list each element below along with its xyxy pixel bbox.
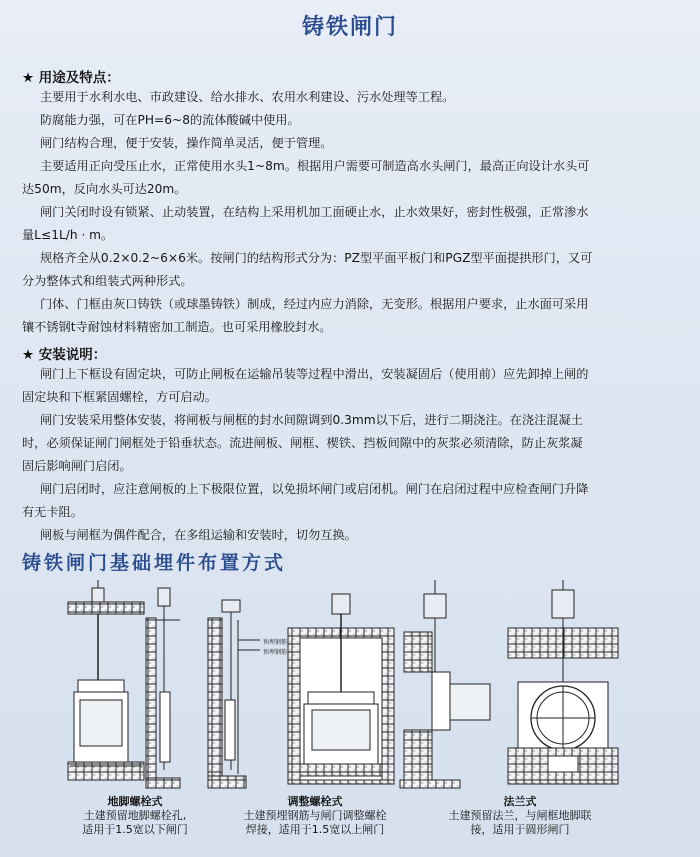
- caption-line: 适用于1.5宽以下闸门: [82, 823, 188, 836]
- caption-flange: [430, 795, 610, 837]
- caption-line: 接，适用于圆形闸门: [470, 823, 570, 836]
- section-heading-features: ★ 用途及特点：: [22, 70, 120, 86]
- caption-anchor-bolt: [60, 795, 210, 837]
- text-line: 时，必须保证闸门闸框处于铅垂状态。流进闸板、闸框、楔铁、挡板间隙中的灰浆必须清除，防止灰浆凝: [22, 436, 583, 450]
- text-line: 主要适用正向受压止水，正常使用水头1~8m。根据用户需要可制造高水头闸门，最高正向设计水头可: [40, 159, 590, 173]
- caption-line: 焊接，适用于1.5宽以上闸门: [245, 823, 385, 836]
- text-line: 防腐能力强，可在PH=6~8的流体酸碱中使用。: [40, 113, 300, 127]
- text-line: 量L≤1L/h · m。: [22, 228, 114, 242]
- rebar-label: 预埋钢筋: [263, 639, 288, 646]
- adjust-bolt-side-view: [208, 600, 287, 788]
- caption-line: 土建预埋钢筋与闸门调整螺栓: [243, 809, 387, 822]
- text-line: 闸门上下框设有固定块，可防止闸板在运输吊装等过程中滑出，安装凝固后（使用前）应先卸掉上闸的: [40, 367, 589, 381]
- text-line: 固后影响闸门启闭。: [22, 459, 132, 473]
- text-line: 闸门启闭时，应注意闸板的上下极限位置，以免损坏闸门或启闭机。闸门在启闭过程中应检查闸门升降: [40, 482, 589, 496]
- text-line: 镶不锈钢t寺耐蚀材料精密加工制造。也可采用橡胶封水。: [22, 320, 332, 334]
- text-line: 闸门安装采用整体安装，将闸板与闸框的封水间隙调到0.3mm以下后，进行二期浇注。在浇注混凝土: [40, 413, 583, 427]
- section-heading-installation: ★ 安装说明：: [22, 347, 107, 363]
- text-line: 闸门结构合理，便于安装，操作简单灵活，便于管理。: [40, 136, 333, 150]
- text-line: 有无卡阻。: [22, 505, 83, 519]
- text-line: 主要用于水利水电、市政建设、给水排水、农用水利建设、污水处理等工程。: [40, 90, 455, 104]
- anchor-bolt-side-view: [146, 588, 180, 788]
- rebar-label: 预埋钢筋: [263, 649, 288, 656]
- text-line: 规格齐全从0.2×0.2~6×6米。按闸门的结构形式分为：PZ型平面平板门和PGZ型平面提拱形门，又可: [40, 251, 593, 265]
- caption-line: 土建预留法兰，与闸框地脚联: [448, 809, 592, 822]
- caption-adjust-bolt: [225, 795, 405, 837]
- caption-title: 地脚螺栓式: [107, 795, 163, 808]
- anchor-bolt-front-view: [68, 580, 144, 780]
- adjust-bolt-front-view: [288, 594, 394, 784]
- page-title: 铸铁闸门: [301, 14, 398, 40]
- text-line: 分为整体式和组装式两种形式。: [22, 274, 193, 288]
- flange-front-view: [508, 580, 618, 784]
- text-line: 闸板与闸框为偶件配合，在多组运输和安装时，切勿互换。: [40, 528, 357, 542]
- flange-side-view: [400, 580, 490, 788]
- text-line: 达50m，反向水头可达20m。: [22, 182, 187, 196]
- gate-installation-drawings: [60, 580, 640, 792]
- caption-line: 土建预留地脚螺栓孔,: [83, 809, 187, 822]
- text-line: 固定块和下框紧固螺栓，方可启动。: [22, 390, 217, 404]
- text-line: 闸门关闭时设有锁紧、止动装置，在结构上采用机加工面硬止水，止水效果好，密封性极强，正常渗水: [40, 205, 589, 219]
- caption-title: 法兰式: [503, 795, 537, 808]
- caption-title: 调整螺栓式: [287, 795, 343, 808]
- text-line: 门体、门框由灰口铸铁（或球墨铸铁）制成，经过内应力消除，无变形。根据用户要求，止水面可采用: [40, 297, 589, 311]
- section-heading-embedded-parts: 铸铁闸门基础埋件布置方式: [22, 552, 287, 574]
